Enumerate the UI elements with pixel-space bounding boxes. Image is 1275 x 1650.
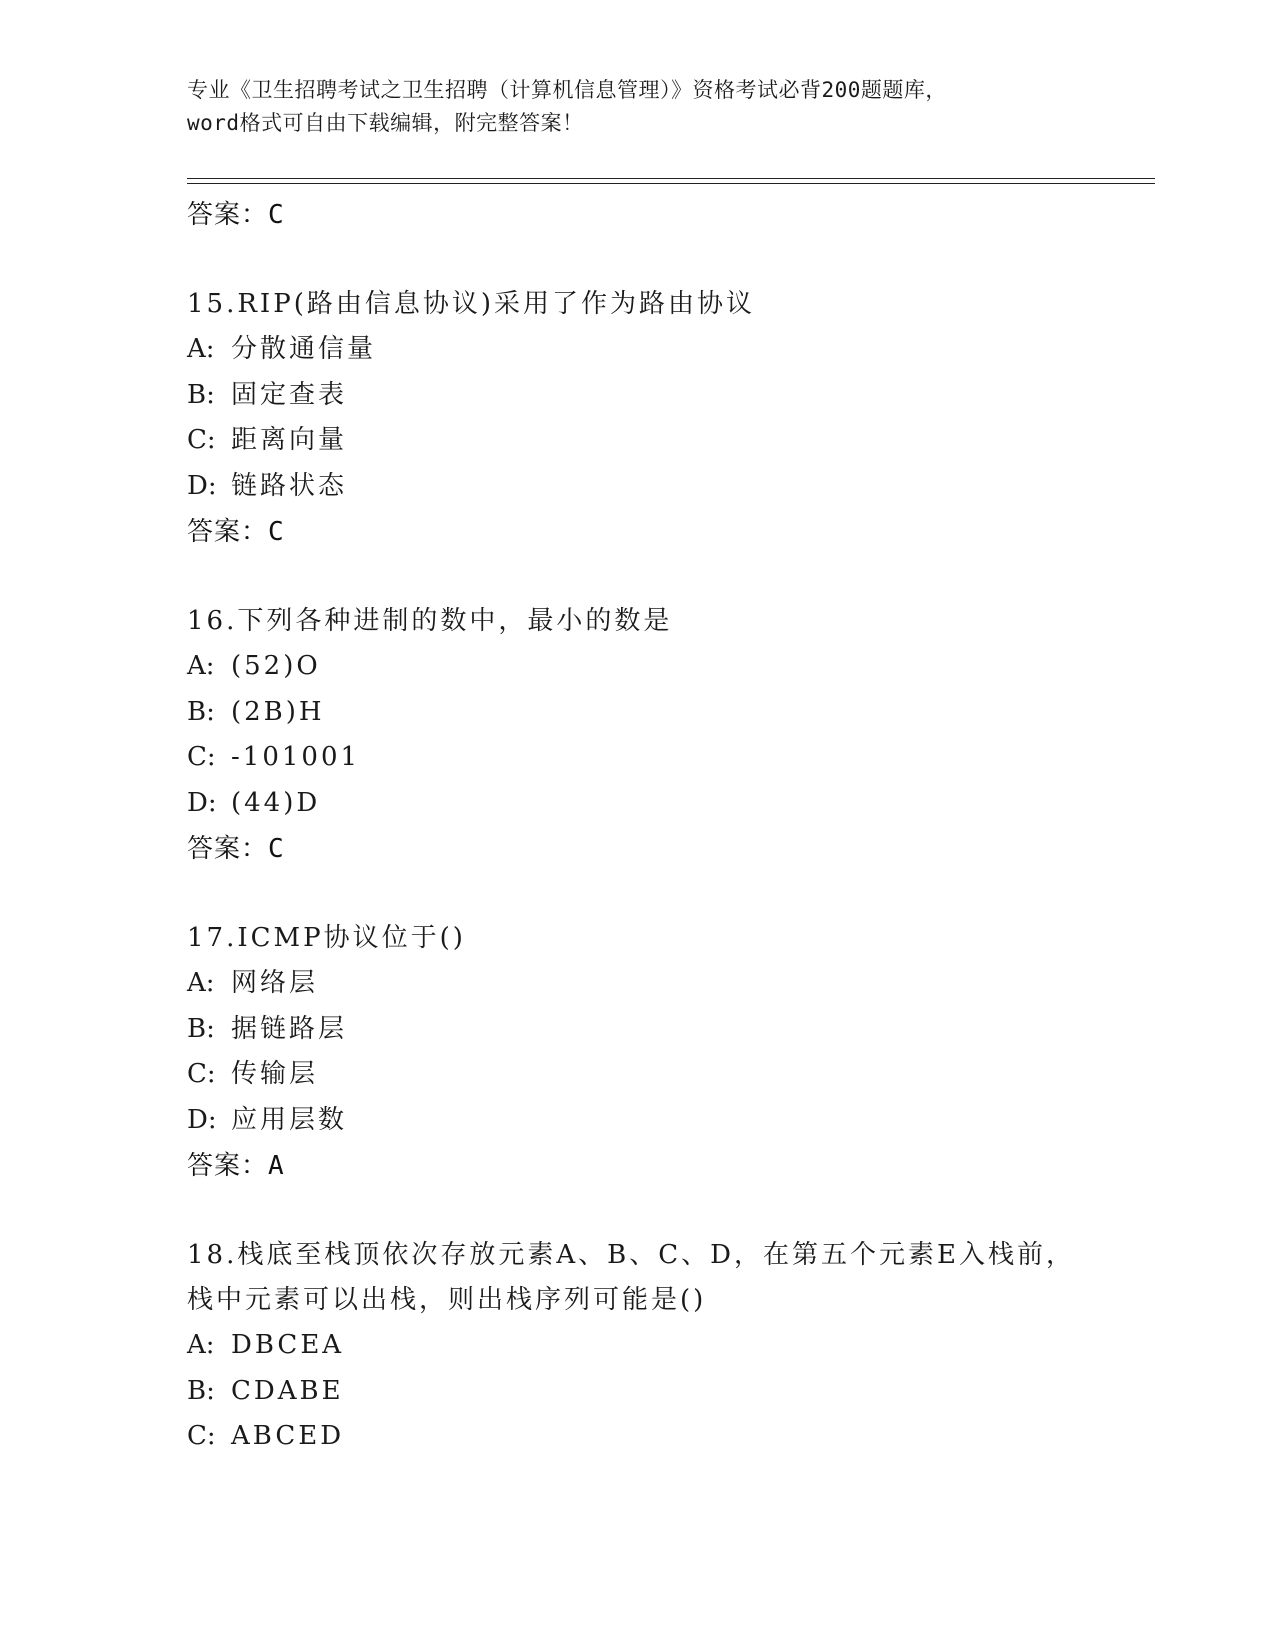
option-b [187,690,1087,736]
question-15 [187,282,1087,555]
option-text: ABCED [231,1421,345,1451]
option-d [187,781,1087,827]
answer-line: 答案：C [187,834,285,864]
header-line-1: 专业《卫生招聘考试之卫生招聘（计算机信息管理）》资格考试必背200题题库， [187,78,947,102]
answer-line: 答案：C [187,200,285,230]
option-letter: C: [187,742,216,772]
option-letter: C: [187,425,216,455]
option-b [187,373,1087,419]
option-text: -101001 [231,742,361,772]
header-divider-bottom [187,183,1155,184]
option-letter: B: [187,1013,215,1044]
option-letter: C: [187,1421,216,1451]
option-d [187,1098,1087,1144]
option-a [187,327,1087,373]
option-letter: A: [187,968,215,998]
option-d [187,464,1087,510]
option-letter: C: [187,1059,216,1089]
option-c [187,418,1087,464]
option-text: 固定查表 [231,379,348,410]
option-c [187,735,1087,781]
option-letter: A: [187,334,215,364]
option-text: CDABE [231,1375,344,1406]
option-b [187,1369,1087,1415]
option-c [187,1414,1087,1460]
option-letter: A: [187,651,215,681]
option-text: 据链路层 [231,1013,348,1044]
option-letter: D: [187,1104,217,1135]
question-text: 16.下列各种进制的数中，最小的数是 [187,606,673,636]
question-17 [187,916,1087,1189]
option-letter: B: [187,696,215,727]
header-divider-top [187,178,1155,179]
option-letter: D: [187,787,217,818]
question-16 [187,599,1087,872]
option-text: (44)D [231,787,321,818]
answer-line: 答案：A [187,1151,285,1181]
option-text: (52)O [231,651,321,681]
option-text: 距离向量 [231,425,348,455]
option-b [187,1007,1087,1053]
option-a [187,961,1087,1007]
option-text: (2B)H [231,696,325,727]
question-text: 17.ICMP协议位于() [187,923,466,953]
option-text: 分散通信量 [231,334,377,364]
option-text: 链路状态 [231,470,348,501]
option-text: 网络层 [231,968,319,998]
question-list [187,192,1087,1460]
option-text: 应用层数 [231,1104,348,1135]
document-header [187,74,1087,140]
option-letter: B: [187,1375,215,1406]
option-text: 传输层 [231,1059,319,1089]
option-a [187,1323,1087,1369]
answer-line: 答案：C [187,517,285,547]
option-text: DBCEA [231,1330,345,1360]
option-letter: B: [187,379,215,410]
option-a [187,644,1087,690]
question-text: 15.RIP(路由信息协议)采用了作为路由协议 [187,289,755,319]
option-letter: D: [187,470,217,501]
header-line-2: word格式可自由下载编辑，附完整答案！ [187,111,584,135]
question-text: 18.栈底至栈顶依次存放元素A、B、C、D，在第五个元素E入栈前，栈中元素可以出栈，则出栈序列可能是() [187,1240,1075,1315]
question-18 [187,1233,1087,1460]
option-letter: A: [187,1330,215,1360]
option-c [187,1052,1087,1098]
